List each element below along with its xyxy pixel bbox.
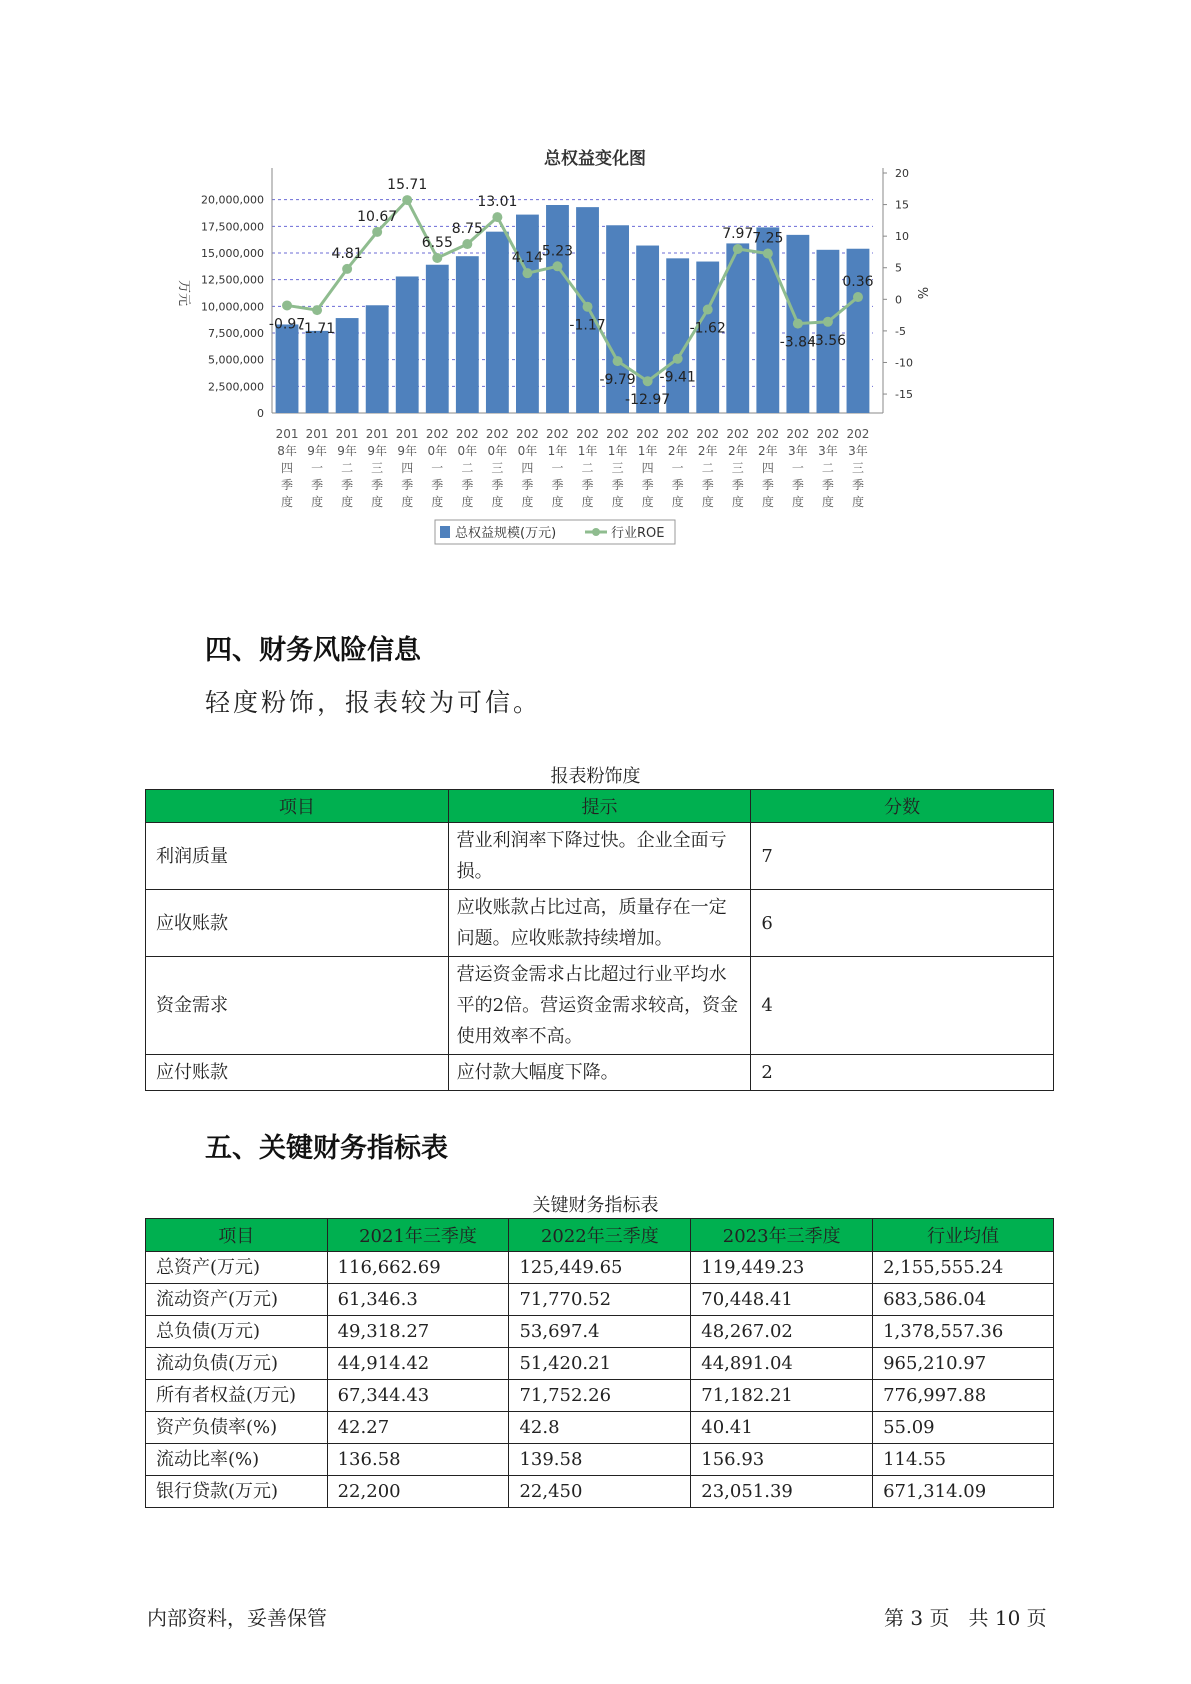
table-cell: 流动资产(万元): [146, 1284, 328, 1316]
x-tick-label: 202: [485, 427, 509, 441]
x-tick-label: 季: [371, 478, 384, 492]
x-tick-label: 季: [671, 478, 684, 492]
x-tick-label: 度: [431, 495, 444, 509]
x-tick-label: 202: [425, 427, 449, 441]
legend-bar-swatch: [440, 526, 450, 538]
x-tick-label: 202: [696, 427, 720, 441]
x-tick-label: 201: [335, 427, 359, 441]
roe-data-label: -9.41: [659, 369, 696, 386]
x-tick-label: 四: [401, 461, 414, 475]
bar: [306, 331, 329, 413]
roe-data-label: 8.75: [451, 221, 483, 238]
x-tick-label: 9年: [307, 444, 327, 458]
table-row: [146, 1412, 1054, 1444]
x-tick-label: 0年: [517, 444, 538, 458]
risk-hint: 营运资金需求占比超过行业平均水平的2倍。营运资金需求较高，资金使用效率不高。: [448, 957, 751, 1055]
table-cell: 67,344.43: [327, 1380, 509, 1412]
y-left-tick-label: 5,000,000: [208, 353, 264, 367]
x-tick-label: 202: [846, 427, 870, 441]
x-tick-label: 一: [671, 461, 684, 475]
table-cell: 银行贷款(万元): [146, 1476, 328, 1508]
bar: [666, 258, 689, 413]
x-tick-label: 四: [281, 461, 294, 475]
table-row: [146, 1284, 1054, 1316]
y-left-tick-label: 7,500,000: [208, 327, 264, 340]
x-tick-label: 3年: [848, 444, 868, 458]
kpi-table: [145, 1218, 1054, 1508]
roe-point: [372, 227, 382, 237]
x-tick-label: 0年: [487, 444, 508, 458]
x-tick-label: 二: [821, 461, 834, 475]
bar: [696, 262, 719, 413]
roe-data-label: 10.67: [357, 208, 398, 225]
table-cell: 22,200: [327, 1476, 509, 1508]
y-left-tick-label: 20,000,000: [201, 193, 264, 207]
table-row: [146, 1252, 1054, 1284]
roe-point: [703, 305, 713, 315]
risk-table-caption: 报表粉饰度: [550, 766, 641, 787]
x-tick-label: 1年: [547, 444, 568, 458]
col-header: 2022年三季度: [509, 1219, 691, 1252]
table-row: [146, 1444, 1054, 1476]
kpi-table-caption: 关键财务指标表: [532, 1195, 659, 1216]
x-tick-label: 202: [455, 427, 479, 441]
bar: [636, 246, 659, 413]
x-tick-label: 度: [461, 495, 474, 509]
x-tick-label: 度: [701, 495, 714, 509]
x-tick-label: 0年: [427, 444, 448, 458]
x-tick-label: 9年: [337, 444, 357, 458]
y-right-tick-label: 20: [895, 167, 909, 180]
x-tick-label: 202: [606, 427, 630, 441]
x-tick-label: 度: [641, 495, 654, 509]
chart-title: 总权益变化图: [544, 149, 646, 169]
x-tick-label: 三: [851, 461, 864, 475]
table-cell: 776,997.88: [873, 1380, 1054, 1412]
risk-hint: 营业利润率下降过快。企业全面亏损。: [448, 823, 751, 890]
x-tick-label: 度: [491, 495, 504, 509]
kpi-table-header: [146, 1219, 1054, 1252]
col-header: 2023年三季度: [691, 1219, 873, 1252]
col-header: 分数: [751, 790, 1054, 823]
bar: [276, 324, 299, 413]
roe-point: [673, 354, 683, 364]
x-tick-label: 202: [546, 427, 569, 441]
y-left-tick-label: 17,500,000: [201, 220, 264, 234]
y-right-tick-label: -5: [895, 324, 906, 338]
x-tick-label: 0年: [457, 444, 478, 458]
x-tick-label: 二: [341, 461, 354, 475]
section4-heading: 四、财务风险信息: [205, 635, 421, 666]
x-tick-label: 1年: [637, 444, 658, 458]
x-tick-label: 四: [761, 461, 774, 475]
col-header: 2021年三季度: [327, 1219, 509, 1252]
roe-data-label: 15.71: [387, 177, 428, 194]
x-tick-label: 9年: [397, 444, 418, 458]
x-tick-label: 度: [671, 495, 684, 509]
roe-point: [492, 212, 502, 222]
roe-point: [763, 249, 773, 259]
x-tick-label: 1年: [607, 444, 628, 458]
x-tick-label: 度: [401, 495, 414, 509]
roe-point: [402, 195, 412, 205]
table-cell: 42.27: [327, 1412, 509, 1444]
x-tick-label: 一: [791, 461, 804, 475]
table-cell: 44,914.42: [327, 1348, 509, 1380]
x-tick-label: 3年: [818, 444, 838, 458]
x-tick-label: 季: [431, 478, 444, 492]
table-cell: 1,378,557.36: [873, 1316, 1054, 1348]
x-tick-label: 季: [641, 478, 654, 492]
x-tick-label: 季: [701, 478, 714, 492]
roe-data-label: 6.55: [421, 234, 453, 251]
x-tick-label: 季: [791, 478, 804, 492]
y-left-tick-label: 12,500,000: [201, 273, 264, 287]
x-tick-label: 度: [761, 495, 774, 509]
risk-summary: 轻度粉饰，报表较为可信。: [205, 688, 542, 717]
x-tick-label: 201: [395, 427, 419, 441]
table-cell: 156.93: [691, 1444, 873, 1476]
x-tick-label: 季: [401, 478, 414, 492]
x-tick-label: 季: [581, 478, 594, 492]
table-cell: 70,448.41: [691, 1284, 873, 1316]
roe-point: [583, 302, 593, 312]
roe-point: [342, 264, 352, 274]
y-right-tick-label: -15: [895, 388, 913, 402]
x-tick-label: 季: [491, 478, 504, 492]
table-cell: 114.55: [873, 1444, 1054, 1476]
x-tick-label: 季: [461, 478, 474, 492]
roe-data-label: -3.84: [779, 334, 816, 351]
chart-svg: [160, 130, 1030, 600]
x-tick-label: 二: [461, 461, 474, 475]
x-tick-label: 度: [791, 495, 804, 509]
y-right-tick-label: -10: [895, 356, 913, 370]
table-cell: 资产负债率(%): [146, 1412, 328, 1444]
risk-item: 应收账款: [146, 890, 449, 957]
y-left-tick-label: 15,000,000: [201, 247, 264, 260]
table-cell: 44,891.04: [691, 1348, 873, 1380]
equity-chart: [160, 130, 1030, 600]
table-row: [146, 957, 1054, 1055]
x-tick-label: 度: [581, 495, 594, 509]
bar: [486, 232, 509, 413]
roe-data-label: 7.25: [752, 230, 784, 247]
roe-data-label: 5.23: [541, 243, 574, 260]
x-tick-label: 度: [611, 495, 624, 509]
risk-table-header: [146, 790, 1054, 823]
x-tick-label: 三: [731, 461, 744, 475]
x-tick-label: 二: [701, 461, 714, 475]
x-tick-label: 季: [731, 478, 744, 492]
x-tick-label: 三: [371, 461, 384, 475]
y-right-tick-label: 0: [895, 293, 902, 307]
x-tick-label: 度: [551, 495, 564, 509]
x-tick-label: 度: [731, 495, 744, 509]
y-left-tick-label: 0: [257, 407, 264, 420]
x-tick-label: 8年: [277, 444, 297, 458]
table-cell: 51,420.21: [509, 1348, 691, 1380]
legend-line-label: 行业ROE: [611, 526, 665, 541]
risk-item: 利润质量: [146, 823, 449, 890]
table-row: [146, 1316, 1054, 1348]
bar: [726, 243, 749, 413]
x-tick-label: 四: [641, 461, 654, 475]
x-tick-label: 度: [281, 495, 294, 509]
x-tick-label: 202: [816, 427, 840, 441]
x-tick-label: 2年: [667, 444, 688, 458]
x-tick-label: 一: [311, 461, 324, 475]
roe-data-label: -1.17: [569, 317, 606, 334]
risk-score: 6: [751, 890, 1054, 957]
table-cell: 125,449.65: [509, 1252, 691, 1284]
bar: [546, 205, 569, 413]
section5-heading: 五、关键财务指标表: [205, 1133, 448, 1164]
x-tick-label: 202: [636, 427, 660, 441]
x-tick-label: 度: [821, 495, 834, 509]
roe-data-label: 4.14: [511, 250, 544, 267]
y-right-tick-label: 5: [895, 261, 902, 275]
x-tick-label: 202: [666, 427, 690, 441]
x-tick-label: 2年: [697, 444, 718, 458]
table-cell: 所有者权益(万元): [146, 1380, 328, 1412]
legend-line-marker: [592, 528, 600, 536]
table-cell: 总负债(万元): [146, 1316, 328, 1348]
risk-score: 2: [751, 1055, 1054, 1091]
y-left-tick-label: 2,500,000: [208, 380, 264, 394]
y-right-axis-title: %: [914, 286, 929, 300]
table-row: [146, 1348, 1054, 1380]
x-tick-label: 9年: [367, 444, 387, 458]
roe-data-label: 13.01: [477, 194, 518, 211]
bar: [426, 265, 449, 413]
x-tick-label: 季: [611, 478, 624, 492]
risk-hint: 应付款大幅度下降。: [448, 1055, 751, 1091]
x-tick-label: 季: [521, 478, 534, 492]
roe-point: [793, 319, 803, 329]
y-left-axis-title: 万元: [176, 279, 191, 307]
legend-bar-label: 总权益规模(万元): [455, 526, 557, 541]
roe-point: [733, 244, 743, 254]
table-row: [146, 1380, 1054, 1412]
x-tick-label: 2年: [727, 444, 748, 458]
col-header: 项目: [146, 790, 449, 823]
table-cell: 流动比率(%): [146, 1444, 328, 1476]
x-tick-label: 二: [581, 461, 594, 475]
roe-point: [552, 261, 562, 271]
x-tick-label: 202: [576, 427, 599, 441]
x-tick-label: 201: [275, 427, 299, 441]
roe-data-label: -9.79: [599, 372, 636, 389]
table-cell: 48,267.02: [691, 1316, 873, 1348]
roe-data-label: 7.97: [722, 225, 754, 242]
x-tick-label: 3年: [788, 444, 808, 458]
table-row: [146, 1055, 1054, 1091]
col-header: 项目: [146, 1219, 328, 1252]
table-cell: 116,662.69: [327, 1252, 509, 1284]
x-tick-label: 季: [281, 478, 294, 492]
table-cell: 40.41: [691, 1412, 873, 1444]
roe-data-label: -12.97: [625, 392, 671, 409]
x-tick-label: 季: [761, 478, 774, 492]
col-header: 提示: [448, 790, 751, 823]
table-row: [146, 890, 1054, 957]
x-tick-label: 季: [341, 478, 354, 492]
x-tick-label: 201: [305, 427, 329, 441]
x-tick-label: 2年: [758, 444, 778, 458]
bar: [817, 250, 840, 413]
risk-hint: 应收账款占比过高，质量存在一定问题。应收账款持续增加。: [448, 890, 751, 957]
x-tick-label: 一: [551, 461, 564, 475]
bar: [456, 256, 479, 413]
x-tick-label: 1年: [577, 444, 598, 458]
bar: [396, 276, 419, 413]
roe-data-label: 4.81: [331, 245, 363, 262]
bar: [336, 318, 359, 413]
table-cell: 71,770.52: [509, 1284, 691, 1316]
x-tick-label: 202: [726, 427, 750, 441]
table-cell: 119,449.23: [691, 1252, 873, 1284]
roe-point: [522, 268, 532, 278]
col-header: 行业均值: [873, 1219, 1054, 1252]
roe-point: [643, 376, 653, 386]
table-cell: 2,155,555.24: [873, 1252, 1054, 1284]
x-tick-label: 202: [786, 427, 810, 441]
x-tick-label: 季: [311, 478, 324, 492]
roe-point: [282, 300, 292, 310]
table-cell: 683,586.04: [873, 1284, 1054, 1316]
risk-item: 资金需求: [146, 957, 449, 1055]
footer-page-number: 第 3 页 共 10 页: [884, 1606, 1047, 1630]
x-tick-label: 度: [851, 495, 864, 509]
table-cell: 22,450: [509, 1476, 691, 1508]
x-tick-label: 季: [851, 478, 864, 492]
y-right-tick-label: 10: [895, 230, 909, 244]
table-cell: 71,752.26: [509, 1380, 691, 1412]
x-tick-label: 201: [365, 427, 389, 441]
x-tick-label: 三: [491, 461, 504, 475]
table-row: [146, 823, 1054, 890]
roe-point: [853, 292, 863, 302]
risk-score: 7: [751, 823, 1054, 890]
table-cell: 671,314.09: [873, 1476, 1054, 1508]
bar: [366, 305, 389, 413]
table-cell: 42.8: [509, 1412, 691, 1444]
roe-data-label: 0.36: [842, 274, 874, 291]
x-tick-label: 一: [431, 461, 444, 475]
table-cell: 136.58: [327, 1444, 509, 1476]
x-tick-label: 季: [551, 478, 564, 492]
table-cell: 965,210.97: [873, 1348, 1054, 1380]
footer-confidential: 内部资料，妥善保管: [147, 1606, 327, 1630]
table-row: [146, 1476, 1054, 1508]
y-left-tick-label: 10,000,000: [201, 300, 264, 314]
x-tick-label: 四: [521, 461, 534, 475]
table-cell: 23,051.39: [691, 1476, 873, 1508]
x-tick-label: 度: [311, 495, 324, 509]
roe-point: [823, 317, 833, 327]
y-right-tick-label: 15: [895, 198, 909, 212]
x-tick-label: 202: [756, 427, 780, 441]
x-tick-label: 季: [821, 478, 834, 492]
table-cell: 流动负债(万元): [146, 1348, 328, 1380]
roe-data-label: -0.97: [268, 316, 306, 333]
table-cell: 71,182.21: [691, 1380, 873, 1412]
table-cell: 总资产(万元): [146, 1252, 328, 1284]
risk-item: 应付账款: [146, 1055, 449, 1091]
x-tick-label: 202: [515, 427, 539, 441]
table-cell: 55.09: [873, 1412, 1054, 1444]
table-cell: 49,318.27: [327, 1316, 509, 1348]
x-tick-label: 度: [341, 495, 354, 509]
table-cell: 139.58: [509, 1444, 691, 1476]
bar: [516, 215, 539, 413]
roe-data-label: -1.71: [298, 321, 336, 338]
roe-data-label: -1.62: [689, 320, 726, 337]
x-tick-label: 度: [521, 495, 534, 509]
table-cell: 53,697.4: [509, 1316, 691, 1348]
roe-point: [432, 253, 442, 263]
risk-score: 4: [751, 957, 1054, 1055]
roe-data-label: -3.56: [809, 332, 847, 349]
roe-point: [312, 305, 322, 315]
x-tick-label: 度: [371, 495, 384, 509]
x-tick-label: 三: [611, 461, 624, 475]
roe-point: [462, 239, 472, 249]
risk-table: [145, 789, 1054, 1091]
table-cell: 61,346.3: [327, 1284, 509, 1316]
roe-point: [613, 356, 623, 366]
